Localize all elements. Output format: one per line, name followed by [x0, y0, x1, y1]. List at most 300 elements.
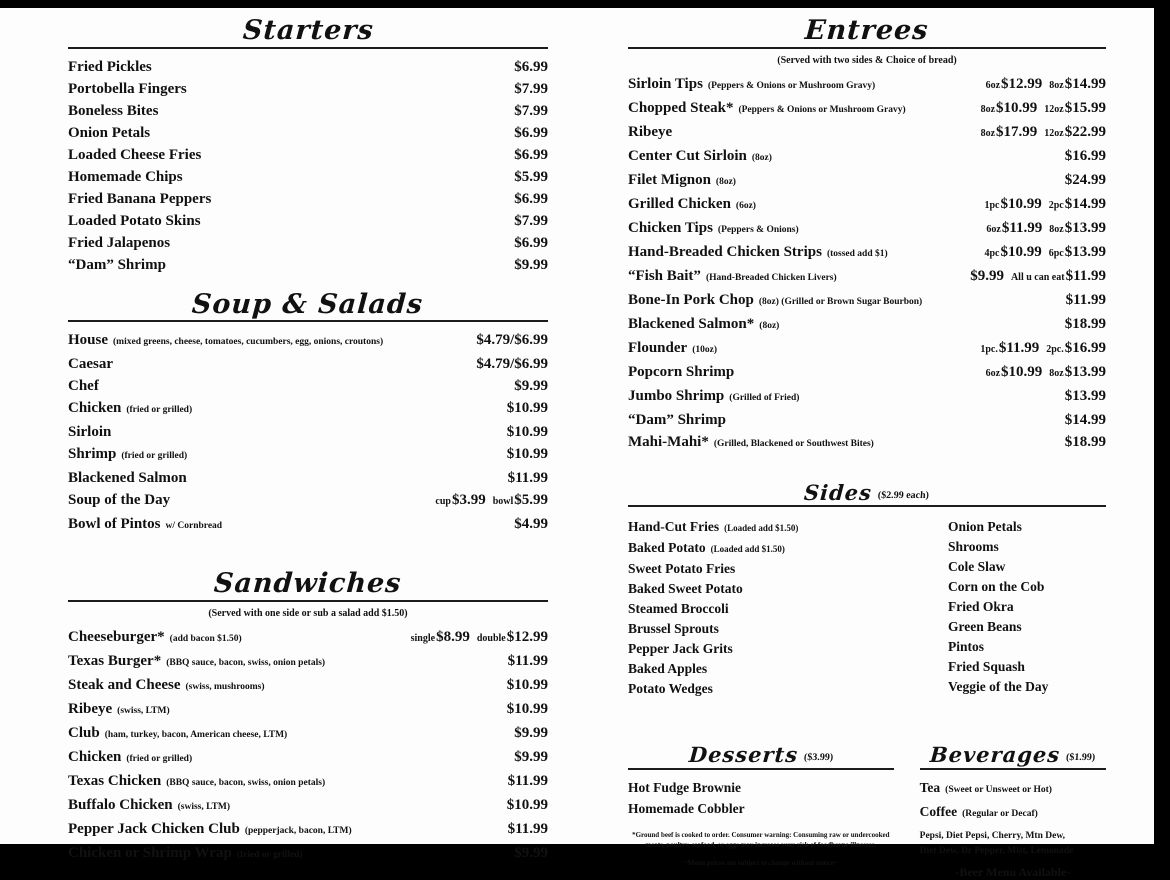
item-name: Steamed Broccoli	[628, 601, 729, 617]
menu-item	[68, 353, 548, 375]
price-size-label: 6pc	[1048, 247, 1064, 259]
price-amount: $11.99	[1065, 267, 1106, 284]
price-amount: $5.99	[514, 168, 548, 185]
menu-item	[628, 313, 1106, 337]
menu-item	[68, 375, 548, 397]
item-name: Fried Pickles	[68, 58, 152, 75]
item-price	[1065, 145, 1106, 167]
sides-column-1	[628, 517, 948, 699]
item-note: (ham, turkey, bacon, American cheese, LTM)	[104, 730, 288, 741]
bottom-row	[628, 743, 1106, 880]
starters-header	[68, 16, 548, 49]
price-amount: $9.99	[514, 256, 548, 273]
item-name: Cole Slaw	[948, 559, 1006, 575]
price-amount: $16.99	[1064, 147, 1106, 164]
menu-item	[628, 121, 1106, 145]
desserts-items	[628, 777, 894, 819]
menu-item	[628, 619, 948, 639]
item-name: Pintos	[948, 639, 985, 655]
menu-item	[68, 842, 548, 866]
item-note: (10oz)	[692, 344, 717, 355]
item-price	[507, 397, 548, 419]
price-amount: $4.79/$6.99	[476, 332, 548, 349]
item-price	[404, 626, 548, 650]
item-name: Onion Petals	[68, 124, 151, 141]
menu-item	[920, 801, 1106, 825]
item-name: Boneless Bites	[68, 102, 159, 119]
soup-salads-title: Soup & Salads	[191, 288, 425, 320]
menu-item	[948, 537, 1106, 557]
price-amount: $11.99	[1065, 291, 1106, 308]
price-amount: $9.99	[970, 267, 1004, 284]
price-amount: $10.99	[1001, 363, 1043, 380]
price-amount: $11.99	[1001, 219, 1043, 236]
item-note: (Loaded add $1.50)	[724, 523, 799, 534]
menu-item	[948, 517, 1106, 537]
price-amount: $11.99	[507, 470, 548, 487]
price-size-label: 1pc.	[980, 343, 998, 355]
sides-title: Sides ($2.99 each)	[803, 479, 930, 505]
item-note: (Regular or Decaf)	[962, 808, 1038, 819]
menu-page	[0, 8, 1154, 880]
item-price	[508, 467, 548, 489]
price-amount: $16.99	[1064, 339, 1106, 356]
section-sandwiches	[68, 569, 548, 866]
item-name: “Fish Bait” (Hand-Breaded Chicken Livers)	[628, 267, 837, 284]
item-note: (Peppers & Onions or Mushroom Gravy)	[707, 80, 876, 91]
menu-item	[628, 777, 894, 798]
item-price	[507, 674, 548, 696]
price-size-label: 8oz	[1049, 367, 1064, 379]
price-amount: $4.79/$6.99	[476, 356, 548, 373]
section-desserts	[628, 743, 894, 880]
menu-item	[628, 517, 948, 538]
item-name: Shrimp (fried or grilled)	[68, 446, 188, 463]
item-note: (Grilled of Fried)	[729, 392, 800, 403]
price-amount: $9.99	[514, 749, 548, 766]
item-name: Chicken (fried or grilled)	[68, 749, 193, 766]
menu-item	[68, 166, 548, 188]
beverages-price-note: ($1.99)	[1065, 752, 1096, 764]
item-name: Onion Petals	[948, 519, 1022, 535]
price-amount: $11.99	[998, 339, 1040, 356]
starters-items	[68, 56, 548, 276]
price-amount: $6.99	[514, 146, 548, 163]
item-name: Loaded Cheese Fries	[68, 146, 202, 163]
item-price	[979, 217, 1106, 241]
price-amount: $6.99	[514, 124, 548, 141]
price-size-label: 8oz	[1049, 79, 1064, 91]
menu-item	[628, 409, 1106, 431]
sandwiches-items	[68, 626, 548, 866]
menu-item	[628, 337, 1106, 361]
menu-item	[68, 210, 548, 232]
price-amount: $10.99	[506, 400, 548, 417]
price-size-label: 2pc	[1048, 199, 1064, 211]
item-name: Steak and Cheese (swiss, mushrooms)	[68, 677, 265, 694]
menu-item	[948, 577, 1106, 597]
price-amount: $10.99	[506, 797, 548, 814]
right-column	[628, 16, 1106, 880]
price-size-label: 6oz	[985, 79, 1001, 91]
item-price	[514, 100, 548, 122]
item-name: Bowl of Pintos w/ Cornbread	[68, 516, 223, 533]
item-name: Sirloin	[68, 424, 112, 441]
menu-item	[68, 443, 548, 467]
price-amount: $11.99	[507, 773, 548, 790]
item-name: Sweet Potato Fries	[628, 561, 736, 577]
item-name: Pepper Jack Grits	[628, 641, 733, 657]
price-amount: $10.99	[1000, 195, 1042, 212]
item-name: Baked Sweet Potato	[628, 581, 743, 597]
price-size-label: 2pc.	[1046, 343, 1064, 355]
item-note: (swiss, LTM)	[177, 802, 231, 813]
menu-item	[628, 145, 1106, 169]
item-name: Mahi-Mahi* (Grilled, Blackened or Southwest Bites)	[628, 433, 874, 450]
item-price	[508, 770, 548, 792]
item-name: Shrooms	[948, 539, 999, 555]
item-price	[979, 73, 1106, 97]
item-price	[974, 121, 1106, 145]
section-starters	[68, 16, 548, 276]
item-price	[979, 361, 1106, 385]
menu-item	[68, 818, 548, 842]
menu-item	[68, 650, 548, 674]
price-amount: $18.99	[1064, 433, 1106, 450]
item-note: (swiss, mushrooms)	[185, 682, 265, 693]
item-name: Grilled Chicken (6oz)	[628, 195, 756, 212]
price-amount: $14.99	[1064, 411, 1106, 428]
menu-item	[628, 431, 1106, 455]
item-note: (8oz)	[759, 320, 780, 331]
price-amount: $9.99	[514, 845, 548, 862]
item-name: Homemade Cobbler	[628, 800, 745, 816]
price-amount: $7.99	[514, 212, 548, 229]
item-name: Green Beans	[948, 619, 1022, 635]
item-price	[514, 842, 548, 864]
price-amount: $9.99	[514, 378, 548, 395]
entrees-header	[628, 16, 1106, 49]
menu-item	[68, 770, 548, 794]
price-amount: $4.99	[514, 516, 548, 533]
item-name: House (mixed greens, cheese, tomatoes, cucumbers, egg, onions, croutons)	[68, 332, 384, 349]
item-price	[974, 97, 1106, 121]
item-name: Blackened Salmon	[68, 470, 187, 487]
item-name: Coffee (Regular or Decaf)	[919, 803, 1038, 819]
menu-item	[68, 722, 548, 746]
item-name: Tea (Sweet or Unsweet or Hot)	[919, 779, 1052, 795]
item-name: Club (ham, turkey, bacon, American cheese, LTM)	[68, 725, 288, 742]
item-note: (fried or grilled)	[126, 754, 193, 765]
menu-item	[628, 599, 948, 619]
item-note: (add bacon $1.50)	[169, 634, 242, 645]
item-price	[507, 443, 548, 465]
item-note: (fried or grilled)	[126, 405, 193, 416]
item-name: Chicken or Shrimp Wrap (fried or grilled)	[68, 845, 303, 862]
item-name: Chopped Steak* (Peppers & Onions or Mushroom Gravy)	[628, 99, 906, 116]
item-price	[514, 722, 548, 744]
item-name: Homemade Chips	[68, 168, 183, 185]
menu-item	[68, 100, 548, 122]
sides-column-2	[948, 517, 1106, 699]
item-name: Soup of the Day	[68, 492, 171, 509]
item-price	[514, 375, 548, 397]
menu-item	[68, 56, 548, 78]
price-size-label: 6oz	[986, 223, 1001, 235]
item-price	[514, 232, 548, 254]
item-note: (Sweet or Unsweet or Hot)	[945, 784, 1052, 795]
item-note: (Loaded add $1.50)	[710, 544, 785, 555]
item-price	[514, 254, 548, 276]
menu-item	[948, 637, 1106, 657]
item-note: (8oz)	[715, 176, 736, 187]
item-note: (Peppers & Onions or Mushroom Gravy)	[738, 104, 906, 115]
price-amount: $11.99	[507, 821, 548, 838]
menu-item	[68, 329, 548, 353]
price-size-label: 12oz	[1044, 103, 1064, 115]
price-size-label: 6oz	[985, 367, 1001, 379]
menu-item	[948, 557, 1106, 577]
item-name: Fried Jalapenos	[68, 234, 171, 251]
item-note: (6oz)	[735, 200, 756, 211]
price-amount: $10.99	[506, 446, 548, 463]
item-name: Chef	[68, 378, 99, 395]
menu-item	[68, 144, 548, 166]
menu-item	[68, 794, 548, 818]
item-price	[514, 56, 548, 78]
item-name: Loaded Potato Skins	[68, 212, 201, 229]
item-price	[978, 193, 1107, 217]
price-amount: $10.99	[506, 677, 548, 694]
item-price	[1066, 289, 1106, 311]
menu-item	[628, 73, 1106, 97]
price-amount: $7.99	[514, 80, 548, 97]
item-name: Jumbo Shrimp (Grilled of Fried)	[628, 387, 800, 404]
menu-item	[68, 78, 548, 100]
price-amount: $5.99	[514, 492, 548, 509]
beverages-title: Beverages ($1.99)	[929, 742, 1096, 768]
price-size-label: bowl	[492, 496, 514, 508]
item-name: Portobella Fingers	[68, 80, 187, 97]
menu-item	[628, 659, 948, 679]
item-price	[514, 78, 548, 100]
menu-item	[68, 674, 548, 698]
item-note: (8oz) (Grilled or Brown Sugar Bourbon)	[758, 296, 923, 307]
item-price	[1065, 169, 1106, 191]
menu-item	[628, 265, 1106, 289]
menu-item	[628, 361, 1106, 385]
item-name: Baked Potato (Loaded add $1.50)	[628, 540, 785, 556]
item-name: Brussel Sprouts	[628, 621, 719, 637]
item-name: Caesar	[68, 356, 113, 373]
price-size-label: 4pc	[984, 247, 1000, 259]
price-amount: $14.99	[1064, 195, 1106, 212]
price-amount: $14.99	[1064, 75, 1106, 92]
price-amount: $3.99	[451, 492, 486, 509]
menu-item	[628, 97, 1106, 121]
price-amount: $7.99	[514, 102, 548, 119]
sandwiches-header	[68, 569, 548, 602]
menu-item	[628, 385, 1106, 409]
price-amount: $24.99	[1064, 171, 1106, 188]
item-name: Potato Wedges	[628, 681, 713, 697]
menu-item	[68, 698, 548, 722]
item-note: (swiss, LTM)	[117, 706, 170, 717]
section-entrees	[628, 16, 1106, 455]
menu-item	[68, 254, 548, 276]
item-price	[1065, 385, 1106, 407]
item-name: Baked Apples	[628, 661, 708, 677]
item-price	[476, 353, 548, 375]
menu-item	[68, 232, 548, 254]
item-price	[428, 489, 548, 513]
item-price	[514, 144, 548, 166]
price-amount: $6.99	[514, 234, 548, 251]
price-size-label: 12oz	[1044, 127, 1064, 139]
price-size-label: double	[476, 633, 506, 645]
item-note: (pepperjack, bacon, LTM)	[244, 826, 352, 837]
item-name: Cheeseburger* (add bacon $1.50)	[68, 629, 242, 646]
price-size-label: 8oz	[1049, 223, 1064, 235]
sides-columns	[628, 517, 1106, 699]
item-name: Blackened Salmon* (8oz)	[628, 315, 780, 332]
price-size-label: 8oz	[980, 127, 996, 139]
soda-list	[920, 829, 1106, 858]
menu-item	[628, 538, 948, 559]
price-size-label: 8oz	[980, 103, 996, 115]
price-amount: $15.99	[1064, 99, 1106, 116]
price-amount: $9.99	[514, 725, 548, 742]
item-name: Filet Mignon (8oz)	[628, 171, 736, 188]
item-price	[514, 188, 548, 210]
item-note: (tossed add $1)	[826, 248, 888, 259]
item-name: Veggie of the Day	[948, 679, 1049, 695]
price-size-label: All u can eat	[1010, 271, 1065, 283]
beverages-header	[920, 743, 1106, 770]
item-name: Center Cut Sirloin (8oz)	[628, 147, 772, 164]
left-column	[68, 16, 548, 880]
item-price	[1065, 409, 1106, 431]
menu-item	[68, 421, 548, 443]
price-amount: $22.99	[1064, 123, 1106, 140]
item-name: Fried Squash	[948, 659, 1025, 675]
item-name: Hand-Breaded Chicken Strips (tossed add $1)	[628, 243, 888, 260]
item-name: “Dam” Shrimp	[68, 256, 166, 273]
item-name: Hand-Cut Fries (Loaded add $1.50)	[628, 519, 799, 535]
item-price	[507, 698, 548, 720]
menu-item	[628, 169, 1106, 193]
item-note: (mixed greens, cheese, tomatoes, cucumbers, egg, onions, croutons)	[113, 337, 384, 348]
price-amount: $13.99	[1064, 387, 1106, 404]
item-name: Popcorn Shrimp	[628, 363, 735, 380]
menu-item	[628, 679, 948, 699]
item-price	[978, 241, 1107, 265]
item-name: Hot Fudge Brownie	[628, 779, 742, 795]
item-price	[507, 794, 548, 816]
item-price	[1065, 313, 1106, 335]
price-amount: $13.99	[1064, 363, 1106, 380]
section-sides	[628, 481, 1106, 700]
menu-item	[628, 579, 948, 599]
consumer-warning-footnote: *Ground beef is cooked to order. Consumer warning: Consuming raw or undercooked meats, poultry, seafood, or eggs may increase your risk of foodborne illnesses.	[632, 830, 890, 849]
sandwiches-title: Sandwiches	[213, 568, 403, 600]
item-name: Flounder (10oz)	[628, 339, 717, 356]
price-amount: $6.99	[514, 190, 548, 207]
menu-item	[68, 188, 548, 210]
menu-item	[920, 777, 1106, 801]
menu-item	[68, 489, 548, 513]
item-price	[514, 513, 548, 535]
desserts-title: Desserts ($3.99)	[687, 742, 834, 768]
sandwiches-subtitle: (Served with one side or sub a salad add $1.50)	[208, 608, 408, 620]
price-amount: $11.99	[507, 653, 548, 670]
price-size-label: single	[410, 633, 436, 645]
price-amount: $12.99	[506, 629, 548, 646]
item-price	[508, 650, 548, 672]
menu-item	[68, 122, 548, 144]
price-amount: $13.99	[1064, 243, 1106, 260]
item-price	[973, 337, 1106, 361]
menu-item	[948, 597, 1106, 617]
menu-columns	[0, 8, 1154, 880]
sides-price-note: ($2.99 each)	[877, 489, 930, 501]
beer-menu-note: -Beer Menu Available-	[955, 865, 1071, 880]
item-name: Texas Burger* (BBQ sauce, bacon, swiss, onion petals)	[68, 653, 326, 670]
price-amount: $13.99	[1064, 219, 1106, 236]
item-note: (Grilled, Blackened or Southwest Bites)	[713, 438, 874, 449]
soda-line-2: Diet Dew, Dr Pepper, Mist, Lemonade	[919, 845, 1074, 856]
item-price	[514, 166, 548, 188]
item-price	[514, 122, 548, 144]
item-note: (fried or grilled)	[236, 850, 303, 861]
item-name: Bone-In Pork Chop (8oz) (Grilled or Brown Sugar Bourbon)	[628, 291, 923, 308]
item-name: “Dam” Shrimp	[628, 411, 726, 428]
menu-item	[628, 639, 948, 659]
item-note: (BBQ sauce, bacon, swiss, onion petals)	[166, 778, 326, 789]
item-name: Texas Chicken (BBQ sauce, bacon, swiss, onion petals)	[68, 773, 326, 790]
desserts-header	[628, 743, 894, 770]
desserts-price-note: ($3.99)	[803, 752, 834, 764]
item-note: (fried or grilled)	[121, 451, 188, 462]
item-name: Ribeye (swiss, LTM)	[68, 701, 170, 718]
menu-item	[628, 798, 894, 819]
soup-salads-header	[68, 290, 548, 323]
item-price	[970, 265, 1106, 289]
menu-item	[948, 657, 1106, 677]
price-amount: $10.99	[1000, 243, 1042, 260]
menu-item	[628, 193, 1106, 217]
price-amount: $18.99	[1064, 315, 1106, 332]
item-price	[508, 818, 548, 840]
menu-item	[68, 467, 548, 489]
item-name: Chicken Tips (Peppers & Onions)	[628, 219, 799, 236]
menu-item	[628, 241, 1106, 265]
price-size-label: 1pc	[984, 199, 1000, 211]
entrees-items	[628, 73, 1106, 455]
price-amount: $8.99	[436, 629, 470, 646]
menu-item	[628, 559, 948, 579]
entrees-subtitle: (Served with two sides & Choice of bread)	[777, 54, 957, 66]
item-price	[514, 210, 548, 232]
menu-item	[628, 289, 1106, 313]
menu-item	[628, 217, 1106, 241]
price-change-footnote: ~Menu prices are subject to change without notice~	[684, 859, 838, 868]
menu-item	[68, 626, 548, 650]
item-name: Fried Banana Peppers	[68, 190, 212, 207]
item-price	[507, 421, 548, 443]
item-name: Buffalo Chicken (swiss, LTM)	[68, 797, 231, 814]
price-amount: $10.99	[996, 99, 1038, 116]
